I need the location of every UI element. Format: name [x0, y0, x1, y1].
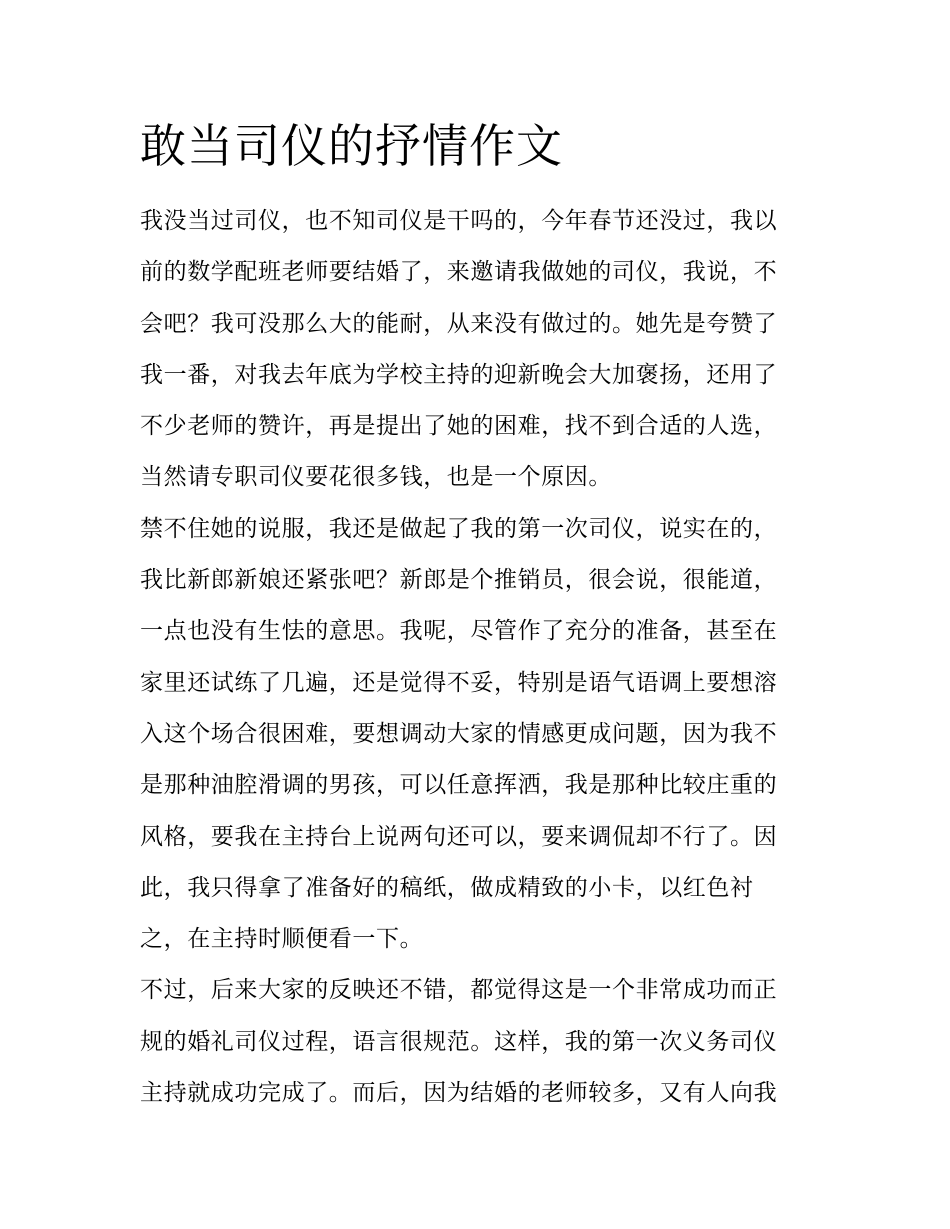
text-line: 主持就成功完成了。而后，因为结婚的老师较多，又有人向我 [140, 1080, 778, 1107]
text-line: 家里还试练了几遍，还是觉得不妥，特别是语气语调上要想溶 [140, 669, 778, 696]
text-line: 当然请专职司仪要花很多钱，也是一个原因。 [140, 464, 612, 491]
document-body [140, 196, 820, 1119]
text-line: 前的数学配班老师要结婚了，来邀请我做她的司仪，我说，不 [140, 259, 778, 286]
text-line: 一点也没有生怯的意思。我呢，尽管作了充分的准备，甚至在 [140, 618, 778, 645]
text-line: 我一番，对我去年底为学校主持的迎新晚会大加褒扬，还用了 [140, 361, 778, 388]
text-line: 禁不住她的说服，我还是做起了我的第一次司仪，说实在的， [140, 515, 778, 542]
text-line: 规的婚礼司仪过程，语言很规范。这样，我的第一次义务司仪 [140, 1028, 778, 1055]
text-line: 风格，要我在主持台上说两句还可以，要来调侃却不行了。因 [140, 823, 778, 850]
document-title: 敢当司仪的抒情作文 [140, 119, 563, 173]
text-line: 此，我只得拿了准备好的稿纸，做成精致的小卡，以红色衬 [140, 874, 754, 901]
text-line: 是那种油腔滑调的男孩，可以任意挥洒，我是那种比较庄重的 [140, 772, 778, 799]
text-line: 之，在主持时顺便看一下。 [140, 926, 424, 953]
text-line: 不过，后来大家的反映还不错，都觉得这是一个非常成功而正 [140, 977, 778, 1004]
text-line: 入这个场合很困难，要想调动大家的情感更成问题，因为我不 [140, 720, 778, 747]
text-line: 不少老师的赞许，再是提出了她的困难，找不到合适的人选， [140, 413, 778, 440]
text-line: 我没当过司仪，也不知司仪是干吗的，今年春节还没过，我以 [140, 208, 778, 234]
text-line: 会吧？我可没那么大的能耐，从来没有做过的。她先是夸赞了 [140, 310, 778, 337]
text-line: 我比新郎新娘还紧张吧？新郎是个推销员，很会说，很能道， [140, 567, 778, 594]
